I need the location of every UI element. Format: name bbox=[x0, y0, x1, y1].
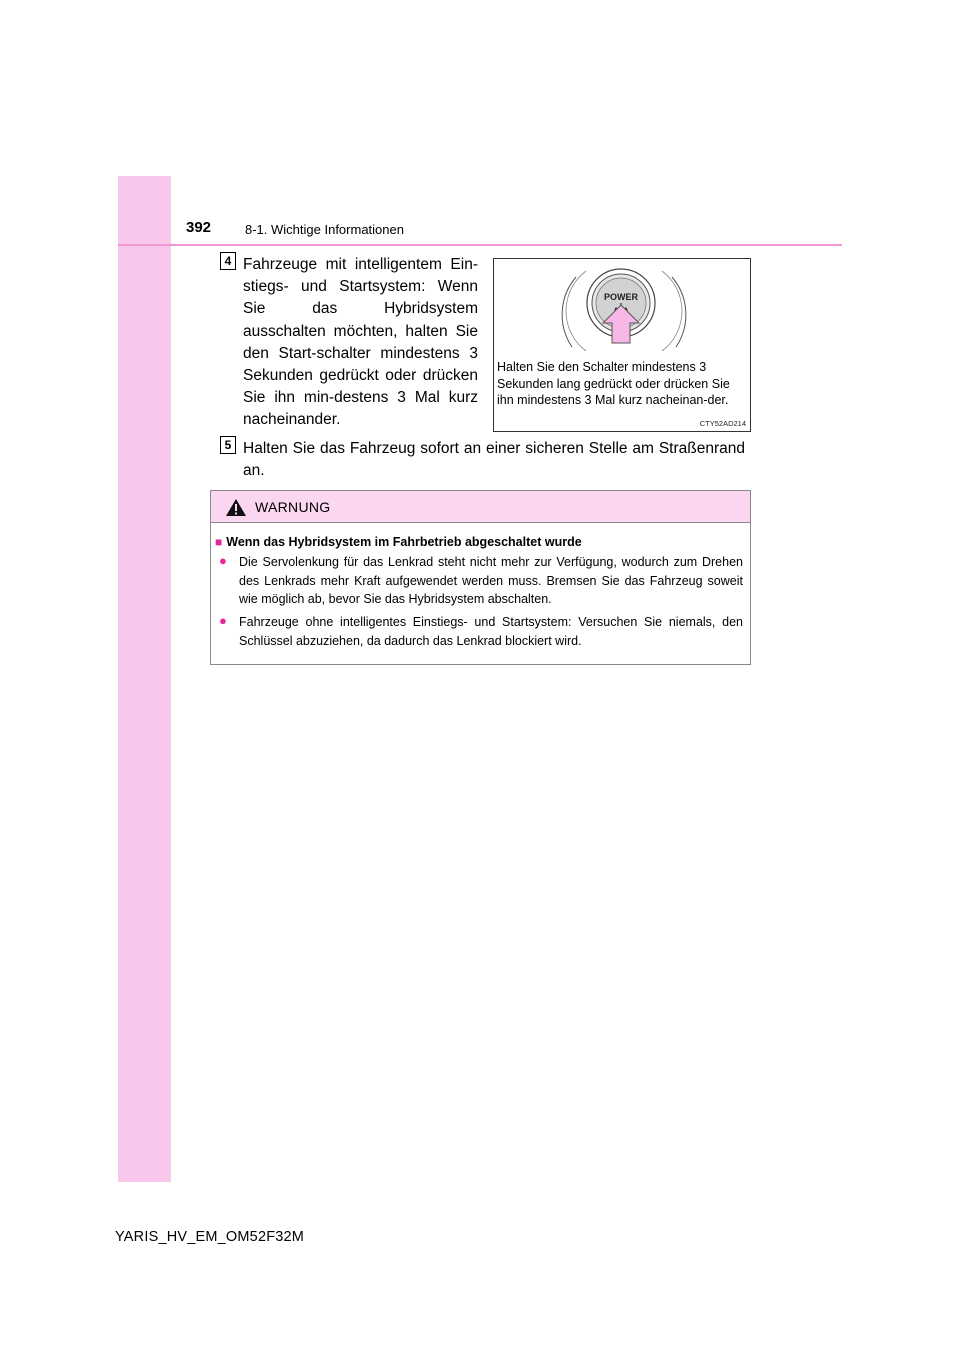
bullet-dot-icon: ● bbox=[219, 553, 227, 568]
warning-bullet bbox=[215, 553, 743, 609]
warning-bullet-text: Die Servolenkung für das Lenkrad steht nicht mehr zur Verfügung, wodurch zum Drehen des Lenkrads mehr Kraft aufgewendet werden muss. Bremsen Sie das Fahrzeug soweit wie möglich ab, bevor Sie das Hybridsystem abschalten. bbox=[239, 555, 743, 607]
footer-code: YARIS_HV_EM_OM52F32M bbox=[115, 1229, 305, 1245]
power-switch-figure bbox=[493, 258, 751, 432]
page-sidebar bbox=[118, 176, 171, 1182]
figure-code: CTY52AD214 bbox=[699, 419, 746, 428]
warning-bullet bbox=[215, 613, 743, 650]
step-marker-4: 4 bbox=[220, 252, 236, 270]
section-title: 8-1. Wichtige Informationen bbox=[245, 222, 404, 237]
figure-caption: Halten Sie den Schalter mindestens 3 Sekunden lang gedrückt oder drücken Sie ihn mindestens 3 Mal kurz nacheinan-der. bbox=[497, 360, 730, 408]
warning-bullet-text: Fahrzeuge ohne intelligentes Einstiegs- und Startsystem: Versuchen Sie niemals, den Schlüssel abzuziehen, da dadurch das Lenkrad blockiert wird. bbox=[239, 615, 743, 648]
power-button-label: POWER bbox=[603, 292, 639, 302]
step-5-text: Halten Sie das Fahrzeug sofort an einer sicheren Stelle am Straßenrand an. bbox=[243, 440, 745, 480]
page-number: 392 bbox=[186, 219, 212, 236]
warning-header bbox=[211, 491, 750, 523]
bullet-dot-icon: ● bbox=[219, 613, 227, 628]
warning-heading bbox=[215, 535, 582, 549]
step-marker-5: 5 bbox=[220, 436, 236, 454]
warning-box bbox=[210, 490, 751, 665]
warning-heading-text: Wenn das Hybridsystem im Fahrbetrieb abgeschaltet wurde bbox=[226, 535, 582, 549]
header-divider bbox=[118, 244, 842, 246]
square-bullet-icon: ■ bbox=[215, 535, 223, 549]
step-4-text: Fahrzeuge mit intelligentem Ein-stiegs- und Startsystem: Wenn Sie das Hybridsystem ausschalten möchten, halten Sie den Start-schalter mindestens 3 Sekunden gedrückt oder drücken Sie ihn min-destens 3 Mal kurz nacheinander. bbox=[243, 256, 478, 429]
warning-title: WARNUNG bbox=[255, 499, 331, 515]
warning-triangle-icon bbox=[225, 498, 247, 517]
